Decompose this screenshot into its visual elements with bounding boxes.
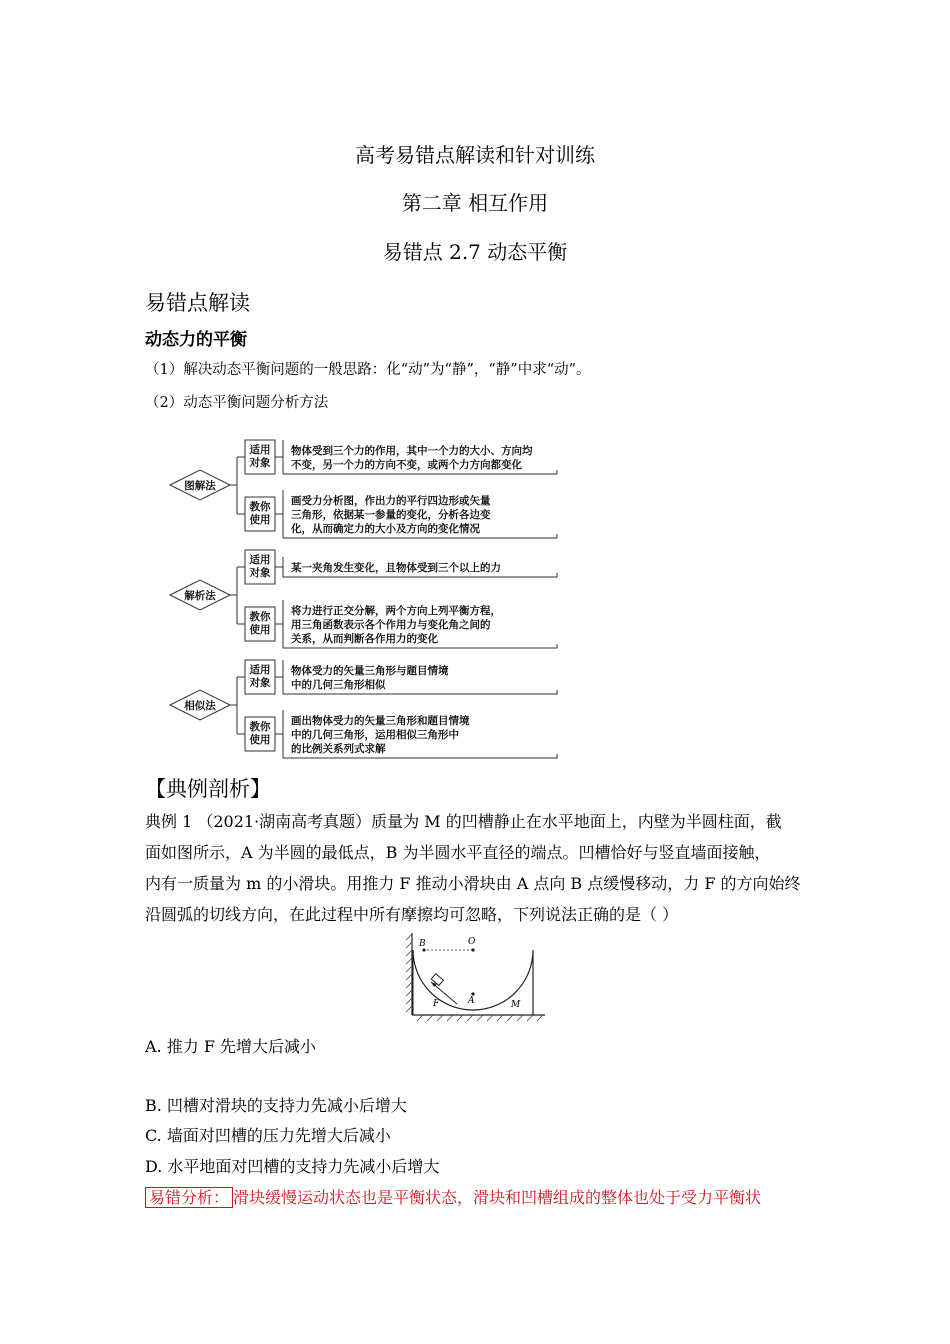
example-line: 内有一质量为 m 的小滑块。用推力 F 推动小滑块由 A 点向 B 点缓慢移动，力 F 的方向始终 — [145, 874, 801, 893]
use-text: 将力进行正交分解，两个方向上列平衡方程， — [291, 605, 501, 617]
use-label: 使用 — [249, 624, 271, 636]
point-1: （1）解决动态平衡问题的一般思路：化“动”为“静”，“静”中求“动”。 — [145, 362, 591, 378]
scope-label: 对象 — [249, 677, 271, 689]
subheading: 动态力的平衡 — [145, 330, 247, 350]
method-diagram — [165, 432, 565, 755]
example-line: 面如图所示，A 为半圆的最低点，B 为半圆水平直径的端点。凹槽恰好与竖直墙面接触， — [145, 843, 771, 862]
example-text — [145, 806, 825, 930]
use-text: 三角形，依据某一参量的变化，分析各边变 — [291, 509, 491, 521]
label-o: O — [468, 937, 476, 947]
scope-label: 对象 — [249, 567, 271, 579]
use-text: 中的几何三角形，运用相似三角形中 — [291, 729, 459, 741]
option-c: C. 墙面对凹槽的压力先增大后减小 — [145, 1126, 391, 1145]
scope-label: 适用 — [249, 664, 271, 676]
scope-text: 不变，另一个力的方向不变，或两个力方向都变化 — [291, 459, 522, 471]
scope-label: 适用 — [249, 554, 271, 566]
groove-figure — [405, 930, 550, 1022]
analysis-text: 滑块缓慢运动状态也是平衡状态，滑块和凹槽组成的整体也处于受力平衡状 — [233, 1188, 762, 1207]
use-text: 用三角函数表示各个作用力与变化角之间的 — [291, 619, 491, 631]
example-line: 典例 1 （2021·湖南高考真题）质量为 M 的凹槽静止在水平地面上，内壁为半圆柱面，截 — [145, 812, 782, 831]
use-label: 教你 — [249, 721, 271, 733]
scope-text: 物体受力的矢量三角形与题目情境 — [291, 665, 449, 677]
method-name: 相似法 — [184, 700, 216, 712]
method-name: 图解法 — [184, 480, 216, 492]
label-f: F — [433, 999, 440, 1009]
option-b: B. 凹槽对滑块的支持力先减小后增大 — [145, 1096, 407, 1115]
use-label: 教你 — [249, 611, 271, 623]
label-m: M — [511, 1000, 521, 1010]
use-text: 的比例关系列式求解 — [291, 743, 386, 755]
scope-label: 对象 — [249, 457, 271, 469]
use-text: 化，从而确定力的大小及方向的变化情况 — [291, 523, 480, 535]
use-label: 使用 — [249, 514, 271, 526]
label-b: B — [419, 939, 426, 949]
scope-text: 某一夹角发生变化，且物体受到三个以上的力 — [291, 562, 501, 574]
use-text: 画出物体受力的矢量三角形和题目情境 — [291, 715, 470, 727]
chapter-title: 第二章 相互作用 — [401, 191, 549, 215]
label-a: A — [468, 996, 475, 1006]
example-heading: 【典例剖析】 — [145, 777, 271, 801]
option-a: A. 推力 F 先增大后减小 — [145, 1037, 317, 1056]
analysis-line — [145, 1185, 761, 1208]
option-d: D. 水平地面对凹槽的支持力先减小后增大 — [145, 1157, 440, 1176]
use-label: 教你 — [249, 501, 271, 513]
scope-text: 中的几何三角形相似 — [291, 679, 386, 691]
scope-text: 物体受到三个力的作用，其中一个力的大小、方向均 — [291, 445, 533, 457]
use-text: 画受力分析图，作出力的平行四边形或矢量 — [291, 495, 491, 507]
use-label: 使用 — [249, 734, 271, 746]
analysis-tag: 易错分析： — [145, 1187, 233, 1208]
use-text: 关系，从而判断各作用力的变化 — [291, 633, 438, 645]
method-name: 解析法 — [184, 590, 216, 602]
example-line: 沿圆弧的切线方向，在此过程中所有摩擦均可忽略，下列说法正确的是（ ） — [145, 905, 679, 924]
scope-label: 适用 — [249, 444, 271, 456]
topic-title: 易错点 2.7 动态平衡 — [382, 240, 568, 264]
doc-title: 高考易错点解读和针对训练 — [355, 143, 595, 167]
section-heading: 易错点解读 — [145, 291, 250, 315]
point-2: （2）动态平衡问题分析方法 — [145, 395, 329, 411]
